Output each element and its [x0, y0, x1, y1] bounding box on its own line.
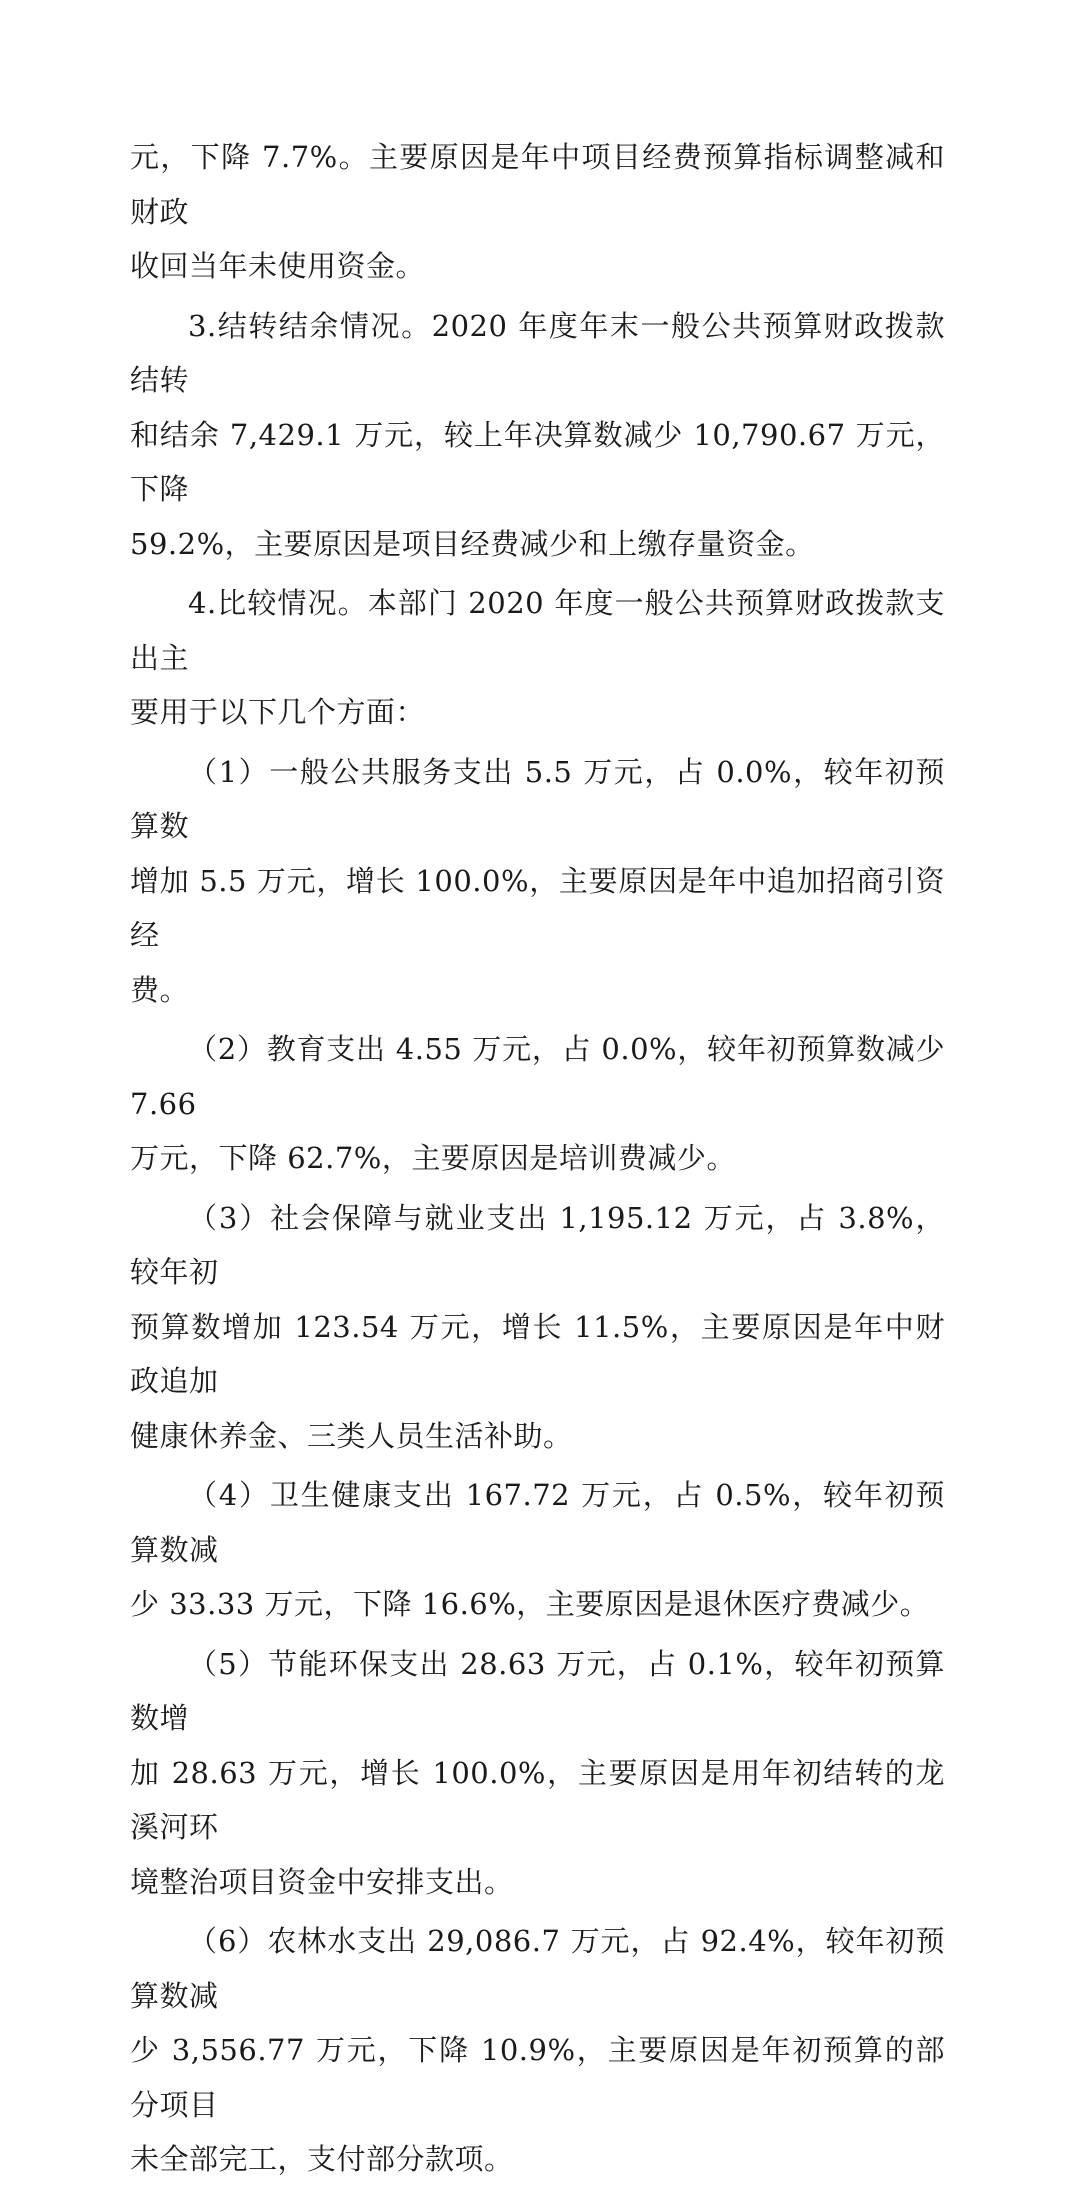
- paragraph-comparison: [130, 576, 945, 740]
- paragraph-line: 预算数增加 123.54 万元，增长 11.5%，主要原因是年中财政追加: [130, 1309, 945, 1398]
- paragraph-line: 增加 5.5 万元，增长 100.0%，主要原因是年中追加招商引资经: [130, 863, 945, 952]
- paragraph-line: （5）节能环保支出 28.63 万元，占 0.1%，较年初预算数增: [130, 1646, 945, 1735]
- paragraph-continuation: [130, 130, 945, 294]
- paragraph-item-6: [130, 1914, 945, 2187]
- paragraph-line: 和结余 7,429.1 万元，较上年决算数减少 10,790.67 万元，下降: [130, 417, 945, 506]
- paragraph-line: 3.结转结余情况。2020 年度年末一般公共预算财政拨款结转: [130, 308, 945, 397]
- paragraph-item-5: [130, 1637, 945, 1910]
- paragraph-line: （1）一般公共服务支出 5.5 万元，占 0.0%，较年初预算数: [130, 754, 945, 843]
- paragraph-line: 4.比较情况。本部门 2020 年度一般公共预算财政拨款支出主: [130, 586, 945, 675]
- document-page: [130, 130, 955, 2187]
- paragraph-line: （6）农林水支出 29,086.7 万元，占 92.4%，较年初预算数减: [130, 1924, 945, 2013]
- paragraph-line: （2）教育支出 4.55 万元，占 0.0%，较年初预算数减少 7.66: [130, 1032, 955, 1121]
- paragraph-line: 少 3,556.77 万元，下降 10.9%，主要原因是年初预算的部分项目: [130, 2033, 945, 2122]
- paragraph-line: 健康休养金、三类人员生活补助。: [130, 1418, 573, 1453]
- paragraph-item-3: [130, 1191, 945, 1464]
- paragraph-line: 59.2%，主要原因是项目经费减少和上缴存量资金。: [130, 526, 815, 561]
- paragraph-item-2: [130, 1022, 955, 1186]
- paragraph-line: 未全部完工，支付部分款项。: [130, 2142, 514, 2176]
- paragraph-line: 收回当年未使用资金。: [130, 249, 426, 283]
- paragraph-line: 要用于以下几个方面：: [130, 695, 426, 729]
- paragraph-carryover-balance: [130, 299, 945, 572]
- paragraph-line: 费。: [130, 972, 190, 1007]
- paragraph-item-4: [130, 1468, 945, 1632]
- paragraph-line: 少 33.33 万元，下降 16.6%，主要原因是退休医疗费减少。: [130, 1587, 930, 1621]
- paragraph-line: 万元，下降 62.7%，主要原因是培训费减少。: [130, 1141, 736, 1175]
- paragraph-line: （4）卫生健康支出 167.72 万元，占 0.5%，较年初预算数减: [130, 1478, 945, 1567]
- paragraph-line: 加 28.63 万元，增长 100.0%，主要原因是用年初结转的龙溪河环: [130, 1755, 945, 1844]
- paragraph-line: 元，下降 7.7%。主要原因是年中项目经费预算指标调整减和财政: [130, 140, 945, 229]
- paragraph-item-1: [130, 745, 945, 1018]
- paragraph-line: 境整治项目资金中安排支出。: [130, 1864, 514, 1899]
- paragraph-line: （3）社会保障与就业支出 1,195.12 万元，占 3.8%，较年初: [130, 1200, 945, 1289]
